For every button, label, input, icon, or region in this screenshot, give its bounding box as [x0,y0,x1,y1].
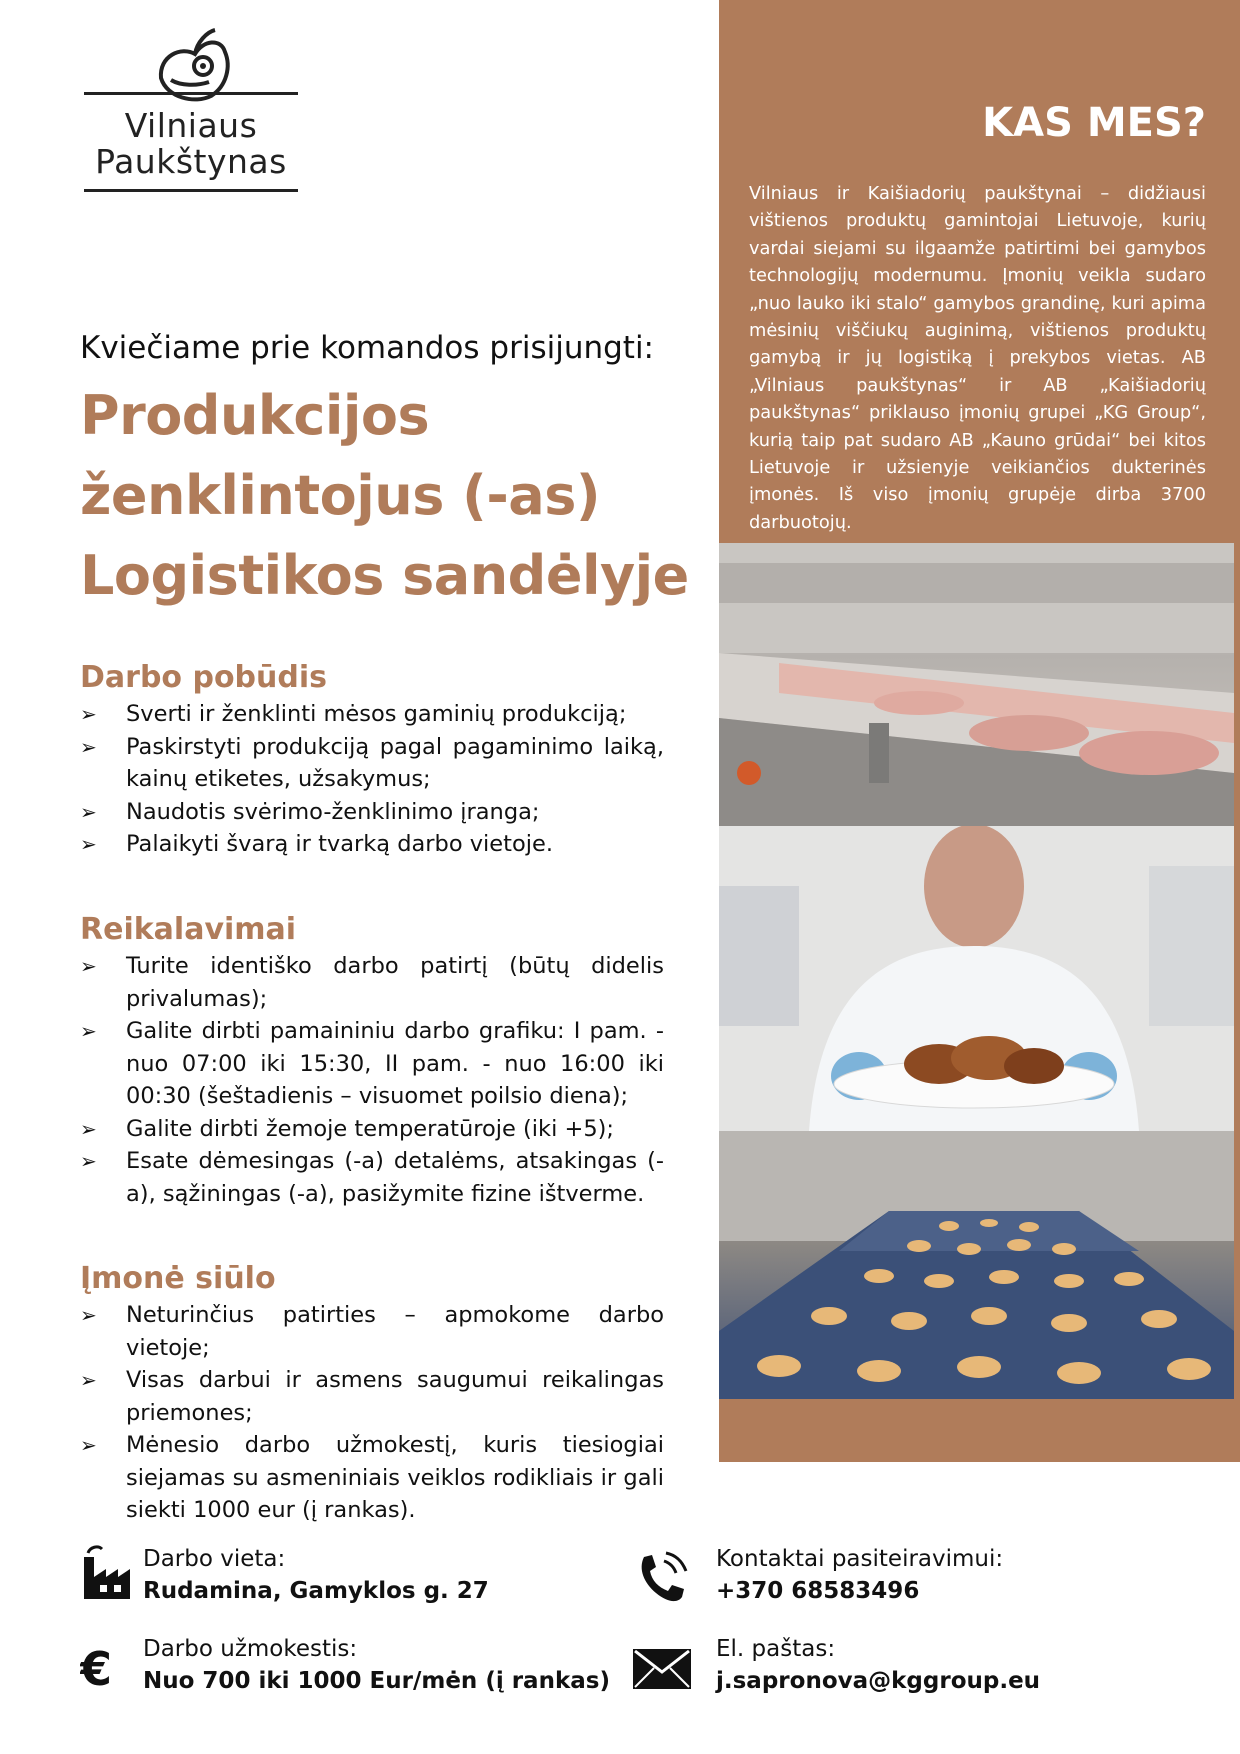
list-item: ➢ Visas darbui ir asmens saugumui reikalingas priemones; [80,1364,664,1429]
phone-contact [716,1543,1003,1607]
section-requirements [80,910,664,1210]
svg-text:€: € [80,1643,113,1693]
phone-label: Kontaktai pasiteiravimui: [716,1546,1004,1572]
phone-icon [634,1551,690,1607]
list-item: ➢ Sverti ir ženklinti mėsos gaminių produkciją; [80,698,664,731]
arrow-bullet-icon: ➢ [80,799,97,824]
duties-list [80,698,664,861]
logo-line-1: Vilniaus [124,106,258,145]
list-item: ➢ Mėnesio darbo užmokestį, kuris tiesiogiai siejamas su asmeniniais veiklos rodikliais ir gali siekti 1000 eur (į rankas). [80,1429,664,1527]
list-item: ➢ Neturinčius patirties – apmokome darbo vietoje; [80,1299,664,1364]
job-title-line: Produkcijos [80,384,430,447]
salary-value: Nuo 700 iki 1000 Eur/mėn (į rankas) [143,1668,610,1694]
logo-line-2: Paukštynas [95,142,287,181]
arrow-bullet-icon: ➢ [80,954,97,978]
worker-plate-illustration [719,826,1234,1131]
list-item: ➢ Turite identiško darbo patirtį (būtų didelis privalumas); [80,950,664,1015]
email-contact [716,1633,1040,1697]
job-title [80,376,689,616]
list-item: ➢ Esate dėmesingas (-a) detalėms, atsakingas (-a), sąžiningas (-a), pasižymite fizine ištverme. [80,1145,664,1210]
section-heading: Įmonė siūlo [80,1261,276,1296]
salary [143,1633,610,1697]
work-location-label: Darbo vieta: [143,1546,286,1572]
section-duties [80,658,664,861]
job-title-line: ženklintojus (-as) [80,464,601,527]
arrow-bullet-icon: ➢ [80,832,97,856]
work-location-value: Rudamina, Gamyklos g. 27 [143,1578,489,1604]
list-item: ➢ Palaikyti švarą ir tvarką darbo vietoje. [80,828,664,861]
arrow-bullet-icon: ➢ [80,734,97,759]
euro-icon [80,1643,120,1693]
chicken-logo-icon [151,26,233,102]
job-title-line: Logistikos sandėlyje [80,544,689,607]
arrow-bullet-icon: ➢ [80,1368,97,1392]
email-value[interactable]: j.sapronova@kggroup.eu [716,1668,1041,1694]
photo-worker-plate [719,826,1234,1131]
arrow-bullet-icon: ➢ [80,1019,97,1043]
work-location [143,1543,489,1607]
list-item: ➢ Galite dirbti žemoje temperatūroje (iki +5); [80,1113,664,1146]
arrow-bullet-icon: ➢ [80,1116,97,1141]
company-logo [84,26,298,196]
section-offers [80,1259,664,1527]
section-heading: Reikalavimai [80,912,297,947]
arrow-bullet-icon: ➢ [80,1303,97,1327]
requirements-list [80,950,664,1210]
photo-conveyor-meat [719,543,1234,826]
arrow-bullet-icon: ➢ [80,702,97,726]
conveyor-meat-illustration [719,543,1234,826]
factory-icon [80,1543,132,1599]
email-label: El. paštas: [716,1636,836,1662]
conveyor-nuggets-illustration [719,1131,1234,1399]
section-heading: Darbo pobūdis [80,660,328,695]
about-text: Vilniaus ir Kaišiadorių paukštynai – didžiausi vištienos produktų gamintojai Lietuvoje, kurių vardai siejami su ilgaamže patirtimi bei gamybos technologijų modernumu. Įmonių veikla sudaro „nuo lauko iki stalo“ gamybos grandinę, kuri apima mėsinių viščiukų auginimą, vištienos produktų gamybą ir jų logistiką į prekybos vietas. AB „Vilniaus paukštynas“ ir AB „Kaišiadorių paukštynas“ priklauso įmonių grupei „KG Group“, kurią taip pat sudaro AB „Kauno grūdai“ bei kitos Lietuvoje ir užsienyje veikiančios dukterinės įmonės. Iš viso įmonių grupėje dirba 3700 darbuotojų. [749,183,1206,533]
salary-label: Darbo užmokestis: [143,1636,358,1662]
phone-value[interactable]: +370 68583496 [716,1578,920,1604]
invite-text: Kviečiame prie komandos prisijungti: [80,330,654,366]
sidebar-heading: KAS MES? [982,100,1206,146]
offers-list [80,1299,664,1527]
list-item: ➢ Naudotis svėrimo-ženklinimo įranga; [80,796,664,829]
photo-conveyor-nuggets [719,1131,1234,1399]
arrow-bullet-icon: ➢ [80,1149,97,1173]
envelope-icon [632,1648,692,1690]
arrow-bullet-icon: ➢ [80,1433,97,1457]
list-item: ➢ Galite dirbti pamaininiu darbo grafiku: I pam. - nuo 07:00 iki 15:30, II pam. - nuo 16:00 iki 00:30 (šeštadienis – visuomet poilsio diena); [80,1015,664,1113]
list-item: ➢ Paskirstyti produkciją pagal pagaminimo laiką, kainų etiketes, užsakymus; [80,731,664,796]
